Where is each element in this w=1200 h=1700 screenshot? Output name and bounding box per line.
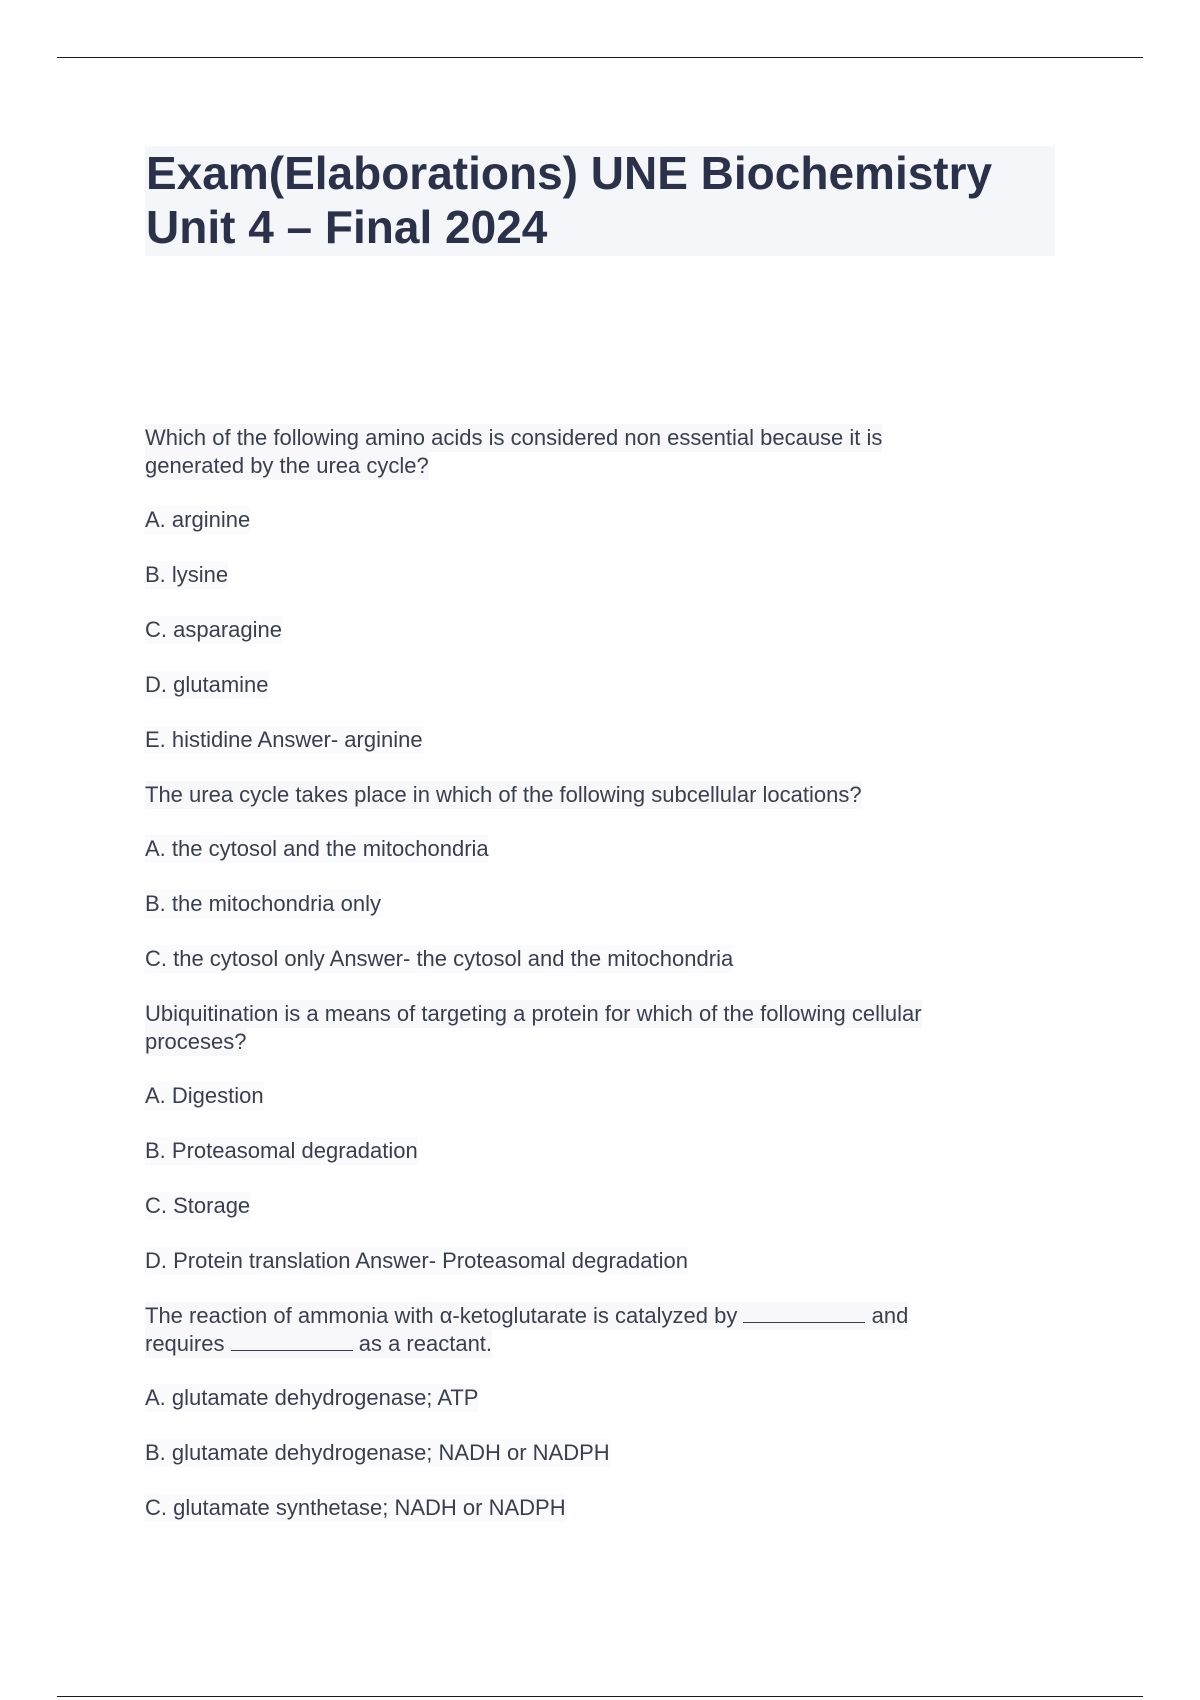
footer-rule	[57, 1696, 1143, 1697]
question-4-stem-part-4: as a reactant.	[358, 1331, 493, 1356]
question-2-stem-line-1: The urea cycle takes place in which of the following subcellular locations?	[145, 782, 862, 807]
question-1-option-c: C. asparagine	[145, 617, 282, 642]
question-1-option-d: D. glutamine	[145, 672, 269, 697]
question-1-option-b: B. lysine	[145, 562, 229, 587]
question-1-option-a: A. arginine	[145, 507, 251, 532]
question-2-option-b: B. the mitochondria only	[145, 891, 382, 916]
title-line-2: Unit 4 – Final 2024	[146, 201, 548, 253]
question-4-stem-line-1	[145, 1302, 908, 1330]
question-4-stem-part-3: requires	[145, 1331, 225, 1356]
question-4-option-b: B. glutamate dehydrogenase; NADH or NADPH	[145, 1440, 610, 1465]
question-3-stem-line-2: proceses?	[145, 1029, 247, 1054]
question-1	[145, 424, 1065, 754]
question-1-stem-line-2: generated by the urea cycle?	[145, 453, 429, 478]
question-3-option-d-answer: D. Protein translation Answer- Proteasomal degradation	[145, 1248, 688, 1273]
header-rule	[57, 57, 1143, 58]
document-title	[145, 146, 1055, 256]
question-1-option-e-answer: E. histidine Answer- arginine	[145, 727, 423, 752]
question-3-option-c: C. Storage	[145, 1193, 251, 1218]
title-line-1: Exam(Elaborations) UNE Biochemistry	[146, 147, 993, 199]
question-4	[145, 1302, 1065, 1522]
question-4-option-c: C. glutamate synthetase; NADH or NADPH	[145, 1495, 566, 1520]
question-1-stem-line-1: Which of the following amino acids is considered non essential because it is	[145, 425, 883, 450]
question-4-option-a: A. glutamate dehydrogenase; ATP	[145, 1385, 479, 1410]
question-3	[145, 1000, 1065, 1275]
question-2-option-a: A. the cytosol and the mitochondria	[145, 836, 489, 861]
question-3-stem-line-1: Ubiquitination is a means of targeting a protein for which of the following cellular	[145, 1001, 922, 1026]
question-2	[145, 781, 1065, 973]
question-3-option-b: B. Proteasomal degradation	[145, 1138, 418, 1163]
question-3-option-a: A. Digestion	[145, 1083, 264, 1108]
question-4-stem-part-1: The reaction of ammonia with α-ketoglutarate is catalyzed by	[145, 1303, 738, 1328]
fill-in-blank-2	[231, 1330, 353, 1351]
question-4-stem-part-2: and	[871, 1303, 909, 1328]
question-2-option-c-answer: C. the cytosol only Answer- the cytosol and the mitochondria	[145, 946, 734, 971]
fill-in-blank-1	[743, 1302, 865, 1323]
question-list	[145, 424, 1065, 1522]
question-4-stem-line-2	[145, 1330, 492, 1358]
